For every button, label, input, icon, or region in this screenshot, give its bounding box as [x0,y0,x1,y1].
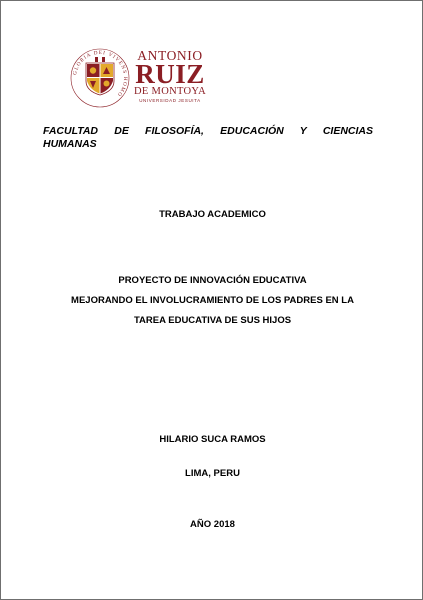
logo-tagline: UNIVERSIDAD JESUITA [139,98,201,103]
svg-text:GLORIA DEI VIVENS HOMO: GLORIA DEI VIVENS HOMO [72,49,129,98]
project-title-line-2: MEJORANDO EL INVOLUCRAMIENTO DE LOS PADRES EN LA [71,295,354,306]
work-type: TRABAJO ACADEMICO [159,209,266,220]
university-seal-icon [69,47,131,109]
project-title-line-3: TAREA EDUCATIVA DE SUS HIJOS [133,315,292,326]
faculty-line-1: FACULTAD DE FILOSOFÍA, EDUCACIÓN Y CIENCIAS [43,125,373,137]
place: LIMA, PERU [185,468,240,479]
university-logo [69,47,209,109]
faculty-line-2: HUMANAS [43,138,97,150]
project-title-line-1: PROYECTO DE INNOVACIÓN EDUCATIVA [118,275,307,286]
logo-name-main: RUIZ [135,59,205,89]
university-wordmark [129,49,211,104]
logo-name-sub: DE MONTOYA [134,86,206,97]
faculty-heading [43,125,373,151]
year: AÑO 2018 [190,519,235,530]
author-name: HILARIO SUCA RAMOS [159,434,266,445]
logo-name-top: ANTONIO [137,48,203,63]
